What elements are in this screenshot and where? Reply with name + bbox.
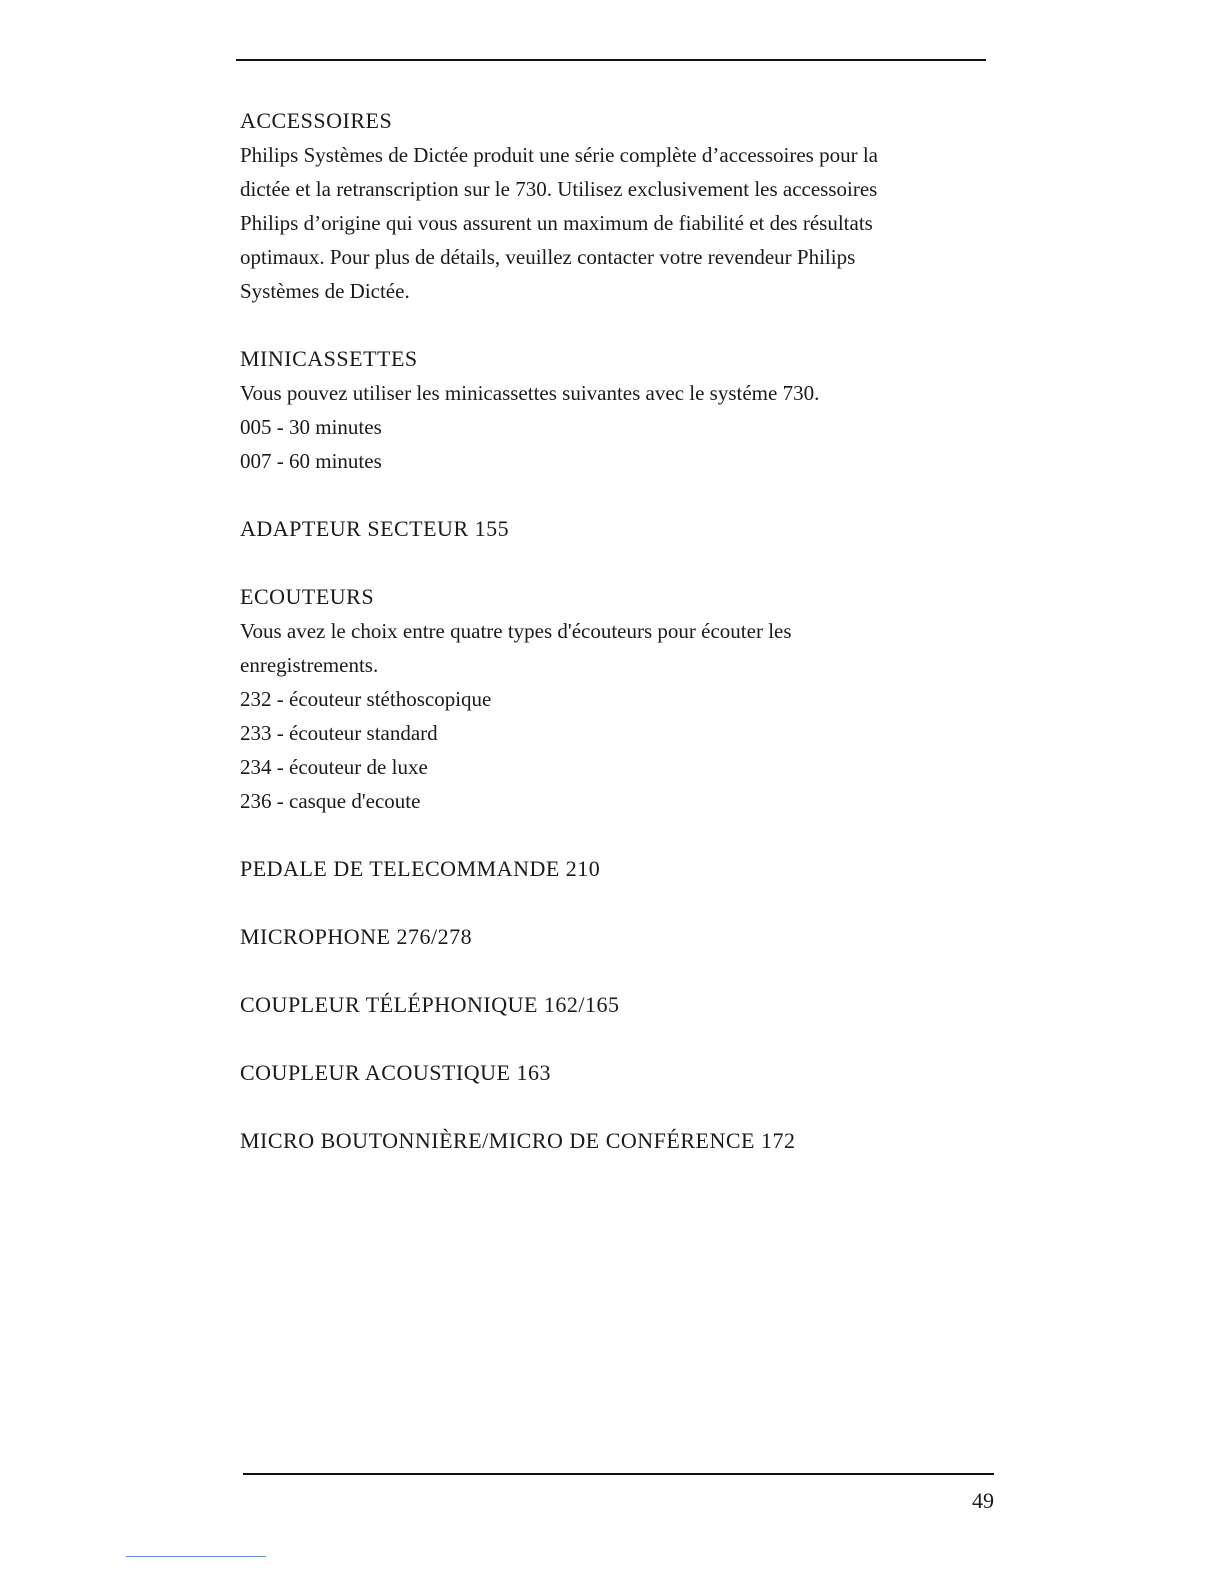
heading-adaptateur: ADAPTEUR SECTEUR 155 xyxy=(240,516,510,541)
section-adaptateur xyxy=(240,512,980,546)
spacer xyxy=(240,1090,980,1124)
bottom-rule xyxy=(243,1473,994,1475)
heading-pedale: PEDALE DE TELECOMMANDE 210 xyxy=(240,856,601,881)
ecouteurs-intro-line-2: enregistrements. xyxy=(240,653,379,677)
heading-microphone: MICROPHONE 276/278 xyxy=(240,924,473,949)
accessoires-line-5: Systèmes de Dictée. xyxy=(240,279,410,303)
list-item: 232 - écouteur stéthoscopique xyxy=(240,687,492,711)
accessoires-line-1: Philips Systèmes de Dictée produit une série complète d’accessoires pour la xyxy=(240,143,878,167)
spacer xyxy=(240,818,980,852)
accessoires-line-3: Philips d’origine qui vous assurent un maximum de fiabilité et des résultats xyxy=(240,211,873,235)
spacer xyxy=(240,886,980,920)
list-item: 005 - 30 minutes xyxy=(240,415,382,439)
list-item: 007 - 60 minutes xyxy=(240,449,382,473)
spacer xyxy=(240,546,980,580)
page-content xyxy=(240,104,980,1158)
accessoires-line-4: optimaux. Pour plus de détails, veuillez contacter votre revendeur Philips xyxy=(240,245,856,269)
section-accessoires xyxy=(240,104,980,308)
heading-micro-boutonniere: MICRO BOUTONNIÈRE/MICRO DE CONFÉRENCE 172 xyxy=(240,1128,796,1153)
spacer xyxy=(240,1022,980,1056)
heading-ecouteurs: ECOUTEURS xyxy=(240,584,375,609)
list-item: 234 - écouteur de luxe xyxy=(240,755,428,779)
heading-coupleur-acoustique: COUPLEUR ACOUSTIQUE 163 xyxy=(240,1060,551,1085)
list-item: 236 - casque d'ecoute xyxy=(240,789,421,813)
heading-coupleur-telephonique: COUPLEUR TÉLÉPHONIQUE 162/165 xyxy=(240,992,620,1017)
section-minicassettes xyxy=(240,342,980,478)
section-ecouteurs xyxy=(240,580,980,818)
heading-accessoires: ACCESSOIRES xyxy=(240,108,393,133)
list-item: 233 - écouteur standard xyxy=(240,721,438,745)
accessoires-line-2: dictée et la retranscription sur le 730. Utilisez exclusivement les accessoires xyxy=(240,177,878,201)
page-number: 49 xyxy=(972,1488,994,1513)
ecouteurs-intro-line-1: Vous avez le choix entre quatre types d'écouteurs pour écouter les xyxy=(240,619,792,643)
spacer xyxy=(240,308,980,342)
spacer xyxy=(240,954,980,988)
footer-mark xyxy=(126,1556,266,1557)
spacer xyxy=(240,478,980,512)
minicassettes-intro: Vous pouvez utiliser les minicassettes suivantes avec le systéme 730. xyxy=(240,381,820,405)
heading-minicassettes: MINICASSETTES xyxy=(240,346,418,371)
top-rule xyxy=(236,59,986,61)
